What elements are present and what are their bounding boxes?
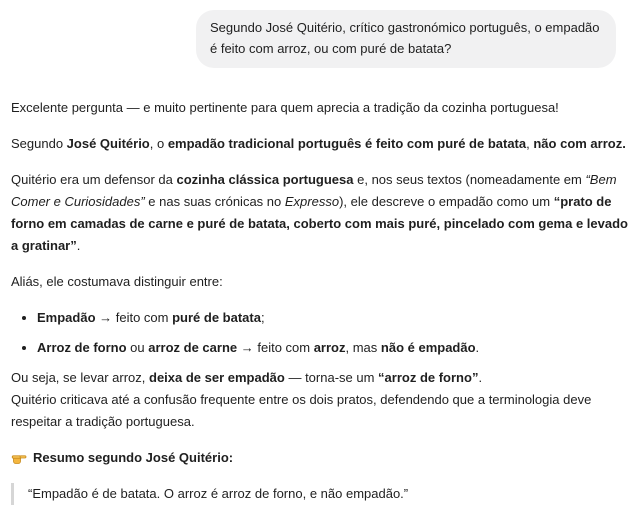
text: Ou seja, se levar arroz, bbox=[11, 370, 149, 385]
summary-title: Resumo segundo José Quitério: bbox=[33, 450, 234, 465]
dish-name: Empadão bbox=[37, 310, 96, 325]
text: → feito com bbox=[95, 310, 173, 325]
text: . bbox=[76, 238, 81, 253]
conclusion-paragraph: Quitério criticava até a confusão frequente entre os dois pratos, defendendo que a terminologia deve respeitar a tradição portuguesa. bbox=[11, 392, 592, 429]
emphasis: deixa de ser empadão bbox=[149, 370, 285, 385]
text: Segundo bbox=[11, 136, 67, 151]
author-name: José Quitério bbox=[66, 136, 150, 151]
text: Quitério era um defensor da bbox=[11, 172, 177, 187]
distinction-list bbox=[11, 307, 631, 359]
text: , o bbox=[149, 136, 168, 151]
answer-paragraph bbox=[11, 133, 631, 155]
emphasis: “arroz de forno” bbox=[378, 370, 479, 385]
context-paragraph bbox=[11, 169, 631, 257]
text: . bbox=[475, 340, 480, 355]
text: , mas bbox=[345, 340, 381, 355]
text: , bbox=[526, 136, 534, 151]
emphasis: não é empadão bbox=[380, 340, 476, 355]
quote-text: “Empadão é de batata. O arroz é arroz de forno, e não empadão.” bbox=[28, 486, 409, 501]
list-item bbox=[37, 337, 631, 359]
text: e nas suas crónicas no bbox=[144, 194, 285, 209]
answer-negation: não com arroz. bbox=[533, 136, 626, 151]
text: e, nos seus textos (nomeadamente em bbox=[353, 172, 586, 187]
conclusion-line bbox=[11, 367, 631, 389]
text: ; bbox=[260, 310, 265, 325]
book-title: “Bem Comer e Curiosidades” bbox=[11, 172, 617, 209]
quoted-description: “prato de forno em camadas de carne e puré de batata, coberto com mais puré, pincelado com gema e levado a gratinar” bbox=[11, 194, 628, 253]
text: ou bbox=[126, 340, 149, 355]
newspaper-name: Expresso bbox=[284, 194, 340, 209]
summary-heading bbox=[11, 447, 631, 469]
user-message-bubble bbox=[196, 10, 616, 68]
intro-paragraph: Excelente pergunta — e muito pertinente para quem aprecia a tradição da cozinha portuguesa! bbox=[11, 100, 559, 115]
assistant-response bbox=[11, 97, 631, 505]
dish-name: Arroz de forno bbox=[37, 340, 127, 355]
dish-name: arroz de carne bbox=[148, 340, 238, 355]
emphasis: cozinha clássica portuguesa bbox=[176, 172, 354, 187]
pointing-hand-icon bbox=[11, 450, 27, 466]
list-item bbox=[37, 307, 631, 329]
list-intro: Aliás, ele costumava distinguir entre: bbox=[11, 274, 223, 289]
answer-highlight: empadão tradicional português é feito com puré de batata bbox=[167, 136, 527, 151]
summary-quote bbox=[11, 483, 631, 505]
text: — torna-se um bbox=[284, 370, 379, 385]
ingredient: puré de batata bbox=[172, 310, 261, 325]
ingredient: arroz bbox=[313, 340, 346, 355]
text: . bbox=[478, 370, 483, 385]
text: → feito com bbox=[237, 340, 314, 355]
user-message-text: Segundo José Quitério, crítico gastronómico português, o empadão é feito com arroz, ou com puré de batata? bbox=[210, 20, 600, 56]
text: ), ele descreve o empadão como um bbox=[339, 194, 554, 209]
